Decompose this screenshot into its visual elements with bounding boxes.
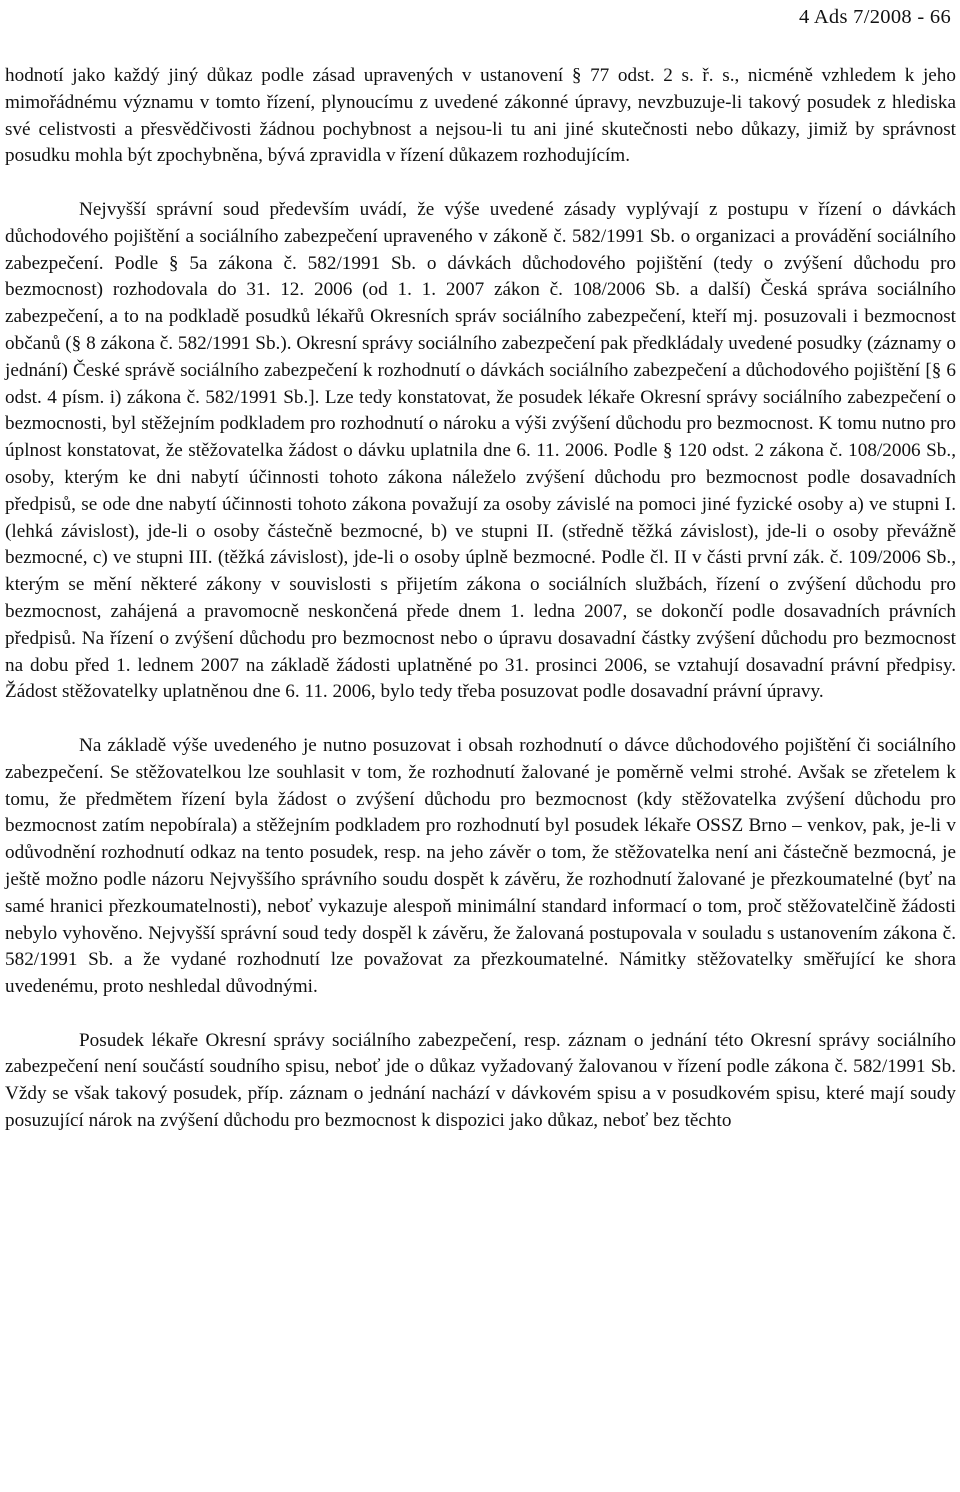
page-header: 4 Ads 7/2008 - 66 <box>798 6 951 28</box>
paragraph-1: hodnotí jako každý jiný důkaz podle zásad upravených v ustanovení § 77 odst. 2 s. ř. s., nicméně vzhledem k jeho mimořádnému významu v tomto řízení, plynoucímu z uvedené zákonné úpravy, nevzbuzuje-li takový posudek z hlediska své celistvosti a přesvědčivosti žádnou pochybnost a nejsou-li tu ani jiné skutečnosti nebo důkazy, jimiž by správnost posudku mohla být zpochybněna, bývá zpravidla v řízení důkazem rozhodujícím. <box>5 65 956 167</box>
document-body <box>5 63 956 1135</box>
paragraph-2: Nejvyšší správní soud především uvádí, že výše uvedené zásady vyplývají z postupu v řízení o dávkách důchodového pojištění a sociálního zabezpečení upraveného v zákoně č. 582/1991 Sb. o organizaci a provádění sociálního zabezpečení. Podle § 5a zákona č. 582/1991 Sb. o dávkách důchodového pojištění (tedy o zvýšení důchodu pro bezmocnost) rozhodovala do 31. 12. 2006 (od 1. 1. 2007 zákon č. 108/2006 Sb. a další) Česká správa sociálního zabezpečení, a to na podkladě posudků lékařů Okresních správ sociálního zabezpečení, kteří mj. posuzovali i bezmocnost občanů (§ 8 zákona č. 582/1991 Sb.). Okresní správy sociálního zabezpečení pak předkládaly uvedené posudky (záznamy o jednání) České správě sociálního zabezpečení k rozhodnutí o dávkách sociálního zabezpečení a důchodového pojištění [§ 6 odst. 4 písm. i) zákona č. 582/1991 Sb.]. Lze tedy konstatovat, že posudek lékaře Okresní správy sociálního zabezpečení o bezmocnosti, byl stěžejním podkladem pro rozhodnutí o nároku a výši zvýšení důchodu pro bezmocnost. K tomu nutno pro úplnost konstatovat, že stěžovatelka žádost o dávku uplatnila dne 6. 11. 2006. Podle § 120 odst. 2 zákona č. 108/2006 Sb., osoby, kterým ke dni nabytí účinnosti tohoto zákona náleželo zvýšení důchodu pro bezmocnost podle dosavadních předpisů, se ode dne nabytí účinnosti tohoto zákona považují za osoby závislé na pomoci jiné fyzické osoby a) ve stupni I. (lehká závislost), jde-li o osoby částečně bezmocné, b) ve stupni II. (středně těžká závislost), jde-li o osoby převážně bezmocné, c) ve stupni III. (těžká závislost), jde-li o osoby úplně bezmocné. Podle čl. II v části první zák. č. 109/2006 Sb., kterým se mění některé zákony v souvislosti s přijetím zákona o sociálních službách, řízení o zvýšení důchodu pro bezmocnost, zahájená a pravomocně neskončená přede dnem 1. ledna 2007, se dokončí podle dosavadních právních předpisů. Na řízení o zvýšení důchodu pro bezmocnost nebo o úpravu dosavadní částky zvýšení důchodu pro bezmocnost na dobu před 1. lednem 2007 na základě žádosti uplatněné po 31. prosinci 2006, se vztahují dosavadní právní předpisy. Žádost stěžovatelky uplatněnou dne 6. 11. 2006, bylo tedy třeba posuzovat podle dosavadní právní úpravy. <box>5 198 956 703</box>
paragraph-4: Posudek lékaře Okresní správy sociálního zabezpečení, resp. záznam o jednání této Okresní správy sociálního zabezpečení není součástí soudního spisu, neboť jde o důkaz vyžadovaný žalovanou v řízení podle zákona č. 582/1991 Sb. Vždy se však takový posudek, příp. záznam o jednání nachází v dávkovém spisu a v posudkovém spisu, které mají soudy posuzující nárok na zvýšení důchodu pro bezmocnost k dispozici jako důkaz, neboť bez těchto <box>5 1029 956 1132</box>
paragraph-3: Na základě výše uvedeného je nutno posuzovat i obsah rozhodnutí o dávce důchodového pojištění či sociálního zabezpečení. Se stěžovatelkou lze souhlasit v tom, že rozhodnutí žalované je poměrně velmi strohé. Avšak se zřetelem k tomu, že předmětem řízení byla žádost o zvýšení důchodu pro bezmocnost (kdy stěžovatelka zvýšení důchodu pro bezmocnost zatím nepobírala) a stěžejním podkladem pro rozhodnutí byl posudek lékaře OSSZ Brno – venkov, pak, je-li v odůvodnění rozhodnutí odkaz na tento posudek, resp. na jeho závěr o tom, že stěžovatelka není ani částečně bezmocná, je ještě možno podle názoru Nejvyššího správního soudu dospět k závěru, že rozhodnutí žalované je přezkoumatelné (byť na samé hranici přezkoumatelnosti), neboť vykazuje alespoň minimální standard informací o tom, proč stěžovatelčině žádosti nebylo vyhověno. Nejvyšší správní soud tedy dospěl k závěru, že žalovaná postupovala v souladu s ustanovením zákona č. 582/1991 Sb. a že vydané rozhodnutí lze považovat za přezkoumatelné. Námitky stěžovatelky směřující ke shora uvedenému, proto neshledal důvodnými. <box>5 734 956 998</box>
